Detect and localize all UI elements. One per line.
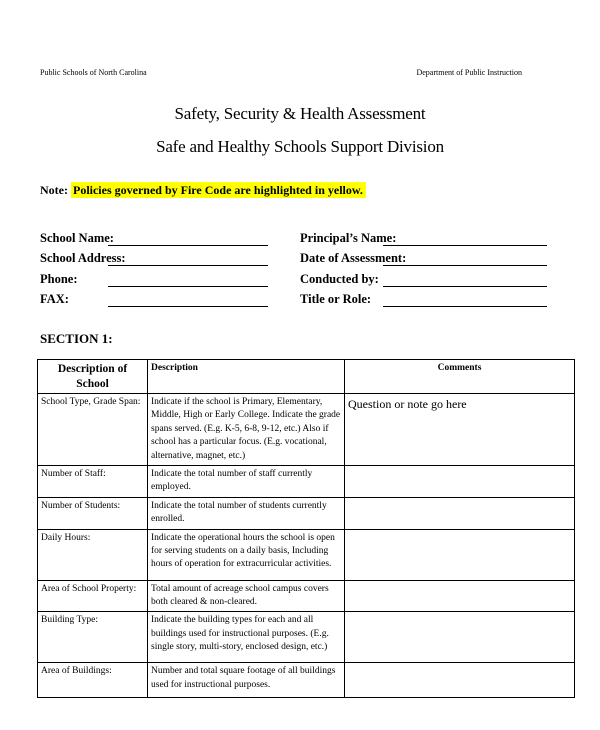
header-description: Description [148,360,345,394]
row-label: Building Type: [38,612,148,663]
comment-cell[interactable] [345,466,575,498]
document-title: Safety, Security & Health Assessment [174,104,426,123]
assessment-table [37,359,575,698]
row-label: Area of School Property: [38,580,148,612]
row-description: Number and total square footage of all buildings used for instructional purposes. [148,663,345,698]
header-comments: Comments [345,360,575,394]
assessment-date-label: Date of Assessment: [300,251,407,265]
row-description: Indicate the operational hours the school is open for serving students on a daily basis, Including hours of operation for extracurricular activities. [148,529,345,580]
document-subtitle: Safe and Healthy Schools Support Division [156,137,444,156]
school-name-label: School Name: [40,231,114,245]
conducted-by-label: Conducted by: [300,272,379,286]
comment-cell[interactable] [345,580,575,612]
fax-field[interactable] [108,306,268,307]
row-description: Indicate the building types for each and all buildings used for instructional purposes. (E.g. single story, multi-story, enclosed design, etc.) [148,612,345,663]
row-description: Total amount of acreage school campus covers both cleared & non-cleared. [148,580,345,612]
table-row [38,466,575,498]
comment-cell[interactable] [345,612,575,663]
row-description: Indicate the total number of students currently enrolled. [148,497,345,529]
table-row [38,612,575,663]
section-heading: SECTION 1: [40,331,113,346]
school-address-label: School Address: [40,251,126,265]
phone-label: Phone: [40,272,78,286]
comment-cell[interactable] [345,663,575,698]
header-description-of-school: Description of School [38,360,148,394]
table-row [38,394,575,466]
header-left: Public Schools of North Carolina [40,68,147,77]
row-description: Indicate the total number of staff currently employed. [148,466,345,498]
row-label: Area of Buildings: [38,663,148,698]
table-row [38,580,575,612]
principal-name-field[interactable] [383,245,547,246]
table-row [38,663,575,698]
table-row [38,529,575,580]
conducted-by-field[interactable] [383,286,547,287]
title-role-label: Title or Role: [300,292,372,306]
table-header-row [38,360,575,394]
row-label: Daily Hours: [38,529,148,580]
row-label: Number of Students: [38,497,148,529]
school-name-field[interactable] [108,245,268,246]
row-description: Indicate if the school is Primary, Elementary, Middle, High or Early College. Indicate the grade spans served. (E.g. K-5, 6-8, 9-12, etc.) Also if school has a particular focus. (E.g. vocational, alternative, magnet, etc.) [148,394,345,466]
note [40,183,366,198]
header-right: Department of Public Instruction [416,68,522,77]
comment-cell[interactable] [345,497,575,529]
note-highlight: Policies governed by Fire Code are highlighted in yellow. [71,182,366,198]
school-address-field[interactable] [108,265,268,266]
table-row [38,497,575,529]
title-role-field[interactable] [383,306,547,307]
phone-field[interactable] [108,286,268,287]
row-label: Number of Staff: [38,466,148,498]
note-prefix: Note: [40,183,68,197]
comment-cell[interactable] [345,529,575,580]
row-label: School Type, Grade Span: [38,394,148,466]
fax-label: FAX: [40,292,69,306]
comment-cell[interactable]: Question or note go here [345,394,575,466]
assessment-date-field[interactable] [383,265,547,266]
principal-name-label: Principal’s Name: [300,231,397,245]
